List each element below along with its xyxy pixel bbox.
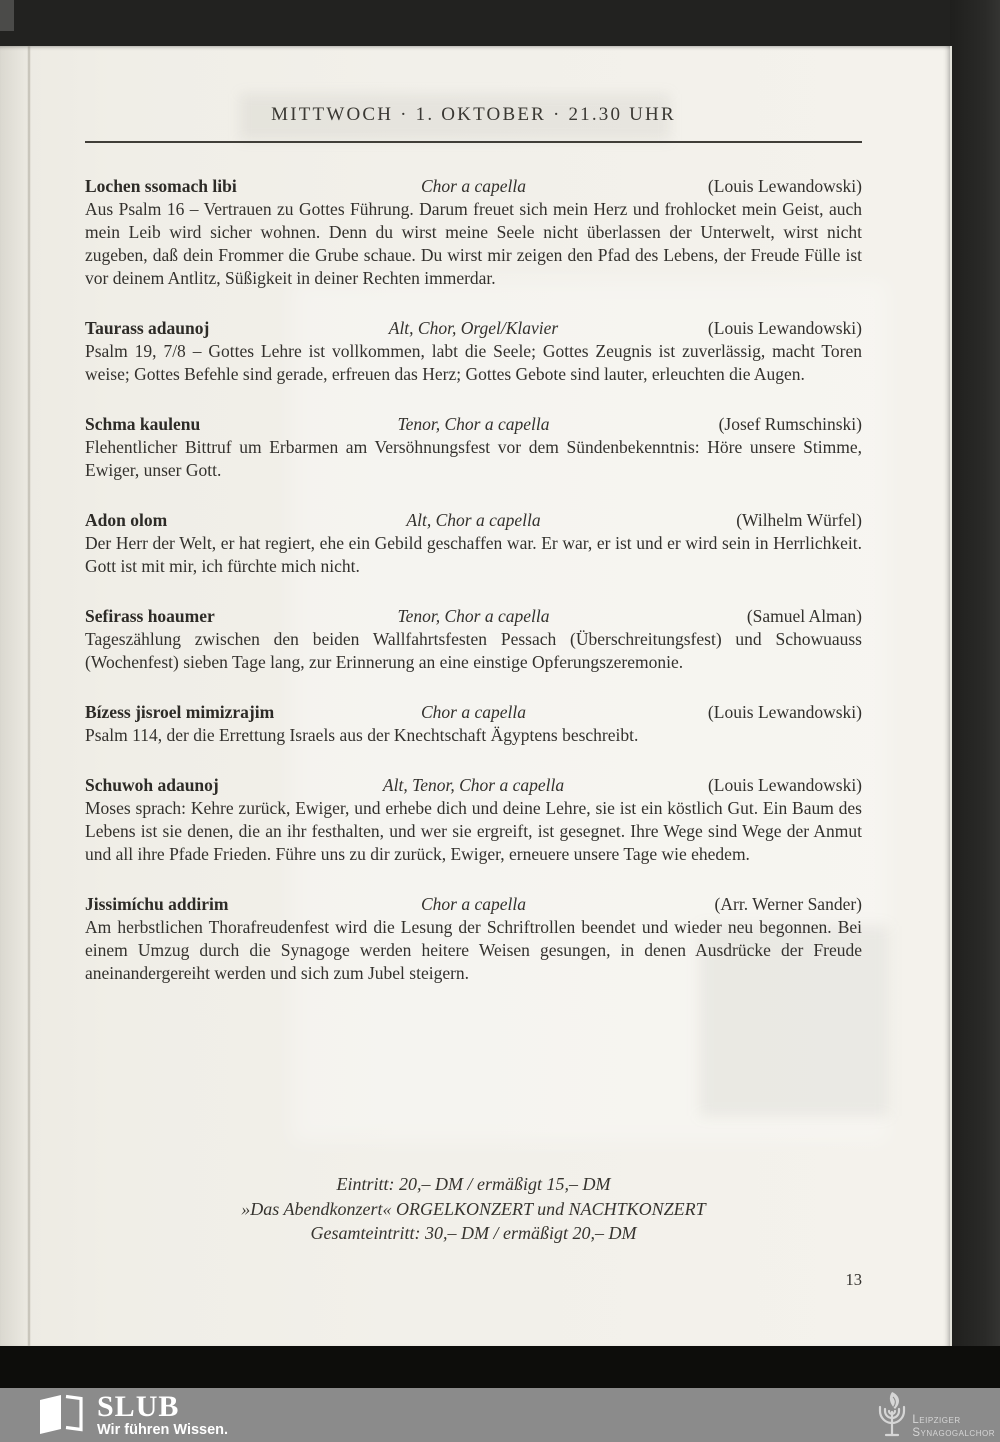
piece-composer: (Louis Lewandowski) xyxy=(707,176,862,196)
piece-forces: Alt, Chor a capella xyxy=(406,510,541,530)
scan-bottom-shadow xyxy=(0,1346,1000,1388)
synagogalchor-wordmark: Leipziger Synagogalchor xyxy=(912,1414,995,1439)
program-entry xyxy=(85,893,862,985)
program-entry xyxy=(85,175,862,290)
page-binding-shade xyxy=(0,46,30,1346)
program-entry xyxy=(85,413,862,482)
slub-logo-link[interactable] xyxy=(38,1390,229,1440)
piece-description: Am herbstlichen Thorafreudenfest wird die Lesung der Schriftrollen beendet und wieder neu begonnen. Bei einem Umzug durch die Synagoge werden heitere Weisen gesungen, in denen Ausdrücke der Freude aneinandergereiht werden und sich zum Jubel steigern. xyxy=(85,917,862,983)
ticket-info-line: Eintritt: 20,– DM / ermäßigt 15,– DM xyxy=(336,1174,611,1194)
piece-composer: (Louis Lewandowski) xyxy=(707,318,862,338)
program-entry xyxy=(85,701,862,747)
header-rule xyxy=(85,141,862,143)
piece-forces: Chor a capella xyxy=(421,894,526,914)
scanned-page xyxy=(0,46,952,1346)
program-entry xyxy=(85,774,862,866)
piece-title: Taurass adaunoj xyxy=(85,318,210,338)
program-entry xyxy=(85,509,862,578)
piece-description: Der Herr der Welt, er hat regiert, ehe ein Gebild geschaffen war. Er war, er ist und er wird sein in Herrlichkeit. Gott ist mit mir, ich fürchte mich nicht. xyxy=(85,533,862,576)
program-page-content xyxy=(85,104,862,1012)
piece-description: Psalm 19, 7/8 – Gottes Lehre ist vollkommen, labt die Seele; Gottes Zeugnis ist zuverlässig, macht Toren weise; Gottes Befehle sind gerade, erfreuen das Herz; Gottes Gebote sind lauter, erleuchten die Augen. xyxy=(85,341,862,384)
program-entry xyxy=(85,605,862,674)
piece-description: Tageszählung zwischen den beiden Wallfahrtsfesten Pessach (Überschreitungsfest) und Schowuauss (Wochenfest) sieben Tage lang, zur Erinnerung an eine einstige Opferungszeremonie. xyxy=(85,629,862,672)
ticket-info xyxy=(85,1172,862,1246)
menorah-icon xyxy=(874,1390,910,1442)
concert-date-heading: MITTWOCH · 1. OKTOBER · 21.30 UHR xyxy=(271,104,676,125)
viewer-footer-bar xyxy=(0,1388,1000,1442)
piece-description: Moses sprach: Kehre zurück, Ewiger, und erhebe dich und deine Lehre, sie ist ein köstlich Gut. Ein Baum des Lebens ist sie denen, die an ihr festhalten, und wer sie ergreift, ist gesegnet. Ihre Wege sind Wege der Anmut und all ihre Pfade Frieden. Führe uns zu dir zurück, Ewiger, erneuere unsere Tage wie ehedem. xyxy=(85,798,862,864)
piece-composer: (Louis Lewandowski) xyxy=(707,702,862,722)
page-binding-crease xyxy=(28,46,30,1346)
piece-title: Schma kaulenu xyxy=(85,414,201,434)
open-book-icon xyxy=(38,1393,84,1440)
program-entry xyxy=(85,317,862,386)
ticket-info-line: Gesamteintritt: 30,– DM / ermäßigt 20,– DM xyxy=(310,1223,637,1243)
slub-tagline: Wir führen Wissen. xyxy=(97,1422,229,1438)
synagogalchor-logo-link[interactable] xyxy=(874,1390,995,1442)
piece-title: Sefirass hoaumer xyxy=(85,606,215,626)
piece-forces: Tenor, Chor a capella xyxy=(397,414,550,434)
scan-right-band xyxy=(950,0,1000,1388)
piece-composer: (Samuel Alman) xyxy=(746,606,863,626)
piece-forces: Chor a capella xyxy=(421,702,526,722)
piece-description: Aus Psalm 16 – Vertrauen zu Gottes Führung. Darum freuet sich mein Herz und frohlocket mein Geist, auch mein Leib wird sicher wohnen. Denn du wirst meine Seele nicht überlassen der Unterwelt, wirst nicht zugeben, daß dein Frommer die Grube schaue. Du wirst mir zeigen den Pfad des Lebens, der Freude Fülle ist vor deinem Antlitz, Süßigkeit in deiner Rechten immerdar. xyxy=(85,199,862,288)
piece-forces: Alt, Tenor, Chor a capella xyxy=(382,775,565,795)
piece-title: Adon olom xyxy=(85,510,168,530)
piece-title: Bízess jisroel mimizrajim xyxy=(85,702,275,722)
piece-title: Lochen ssomach libi xyxy=(85,176,237,196)
piece-composer: (Josef Rumschinski) xyxy=(718,414,863,434)
piece-forces: Chor a capella xyxy=(421,176,526,196)
piece-description: Psalm 114, der die Errettung Israels aus der Knechtschaft Ägyptens beschreibt. xyxy=(85,725,639,745)
scan-top-band xyxy=(0,0,1000,46)
scan-corner-mark xyxy=(0,0,14,31)
piece-title: Schuwoh adaunoj xyxy=(85,775,219,795)
slub-wordmark: SLUB xyxy=(97,1390,180,1423)
piece-composer: (Louis Lewandowski) xyxy=(707,775,863,795)
ticket-info-line: »Das Abendkonzert« ORGELKONZERT und NACHTKONZERT xyxy=(241,1198,706,1219)
page-number: 13 xyxy=(845,1270,862,1289)
piece-forces: Tenor, Chor a capella xyxy=(397,606,550,626)
piece-composer: (Wilhelm Würfel) xyxy=(736,510,862,530)
piece-forces: Alt, Chor, Orgel/Klavier xyxy=(388,318,559,338)
piece-title: Jissimíchu addirim xyxy=(85,894,229,914)
piece-description: Flehentlicher Bittruf um Erbarmen am Versöhnungsfest vor dem Sündenbekenntnis: Höre unsere Stimme, Ewiger, unser Gott. xyxy=(85,437,862,480)
piece-composer: (Arr. Werner Sander) xyxy=(714,894,862,914)
